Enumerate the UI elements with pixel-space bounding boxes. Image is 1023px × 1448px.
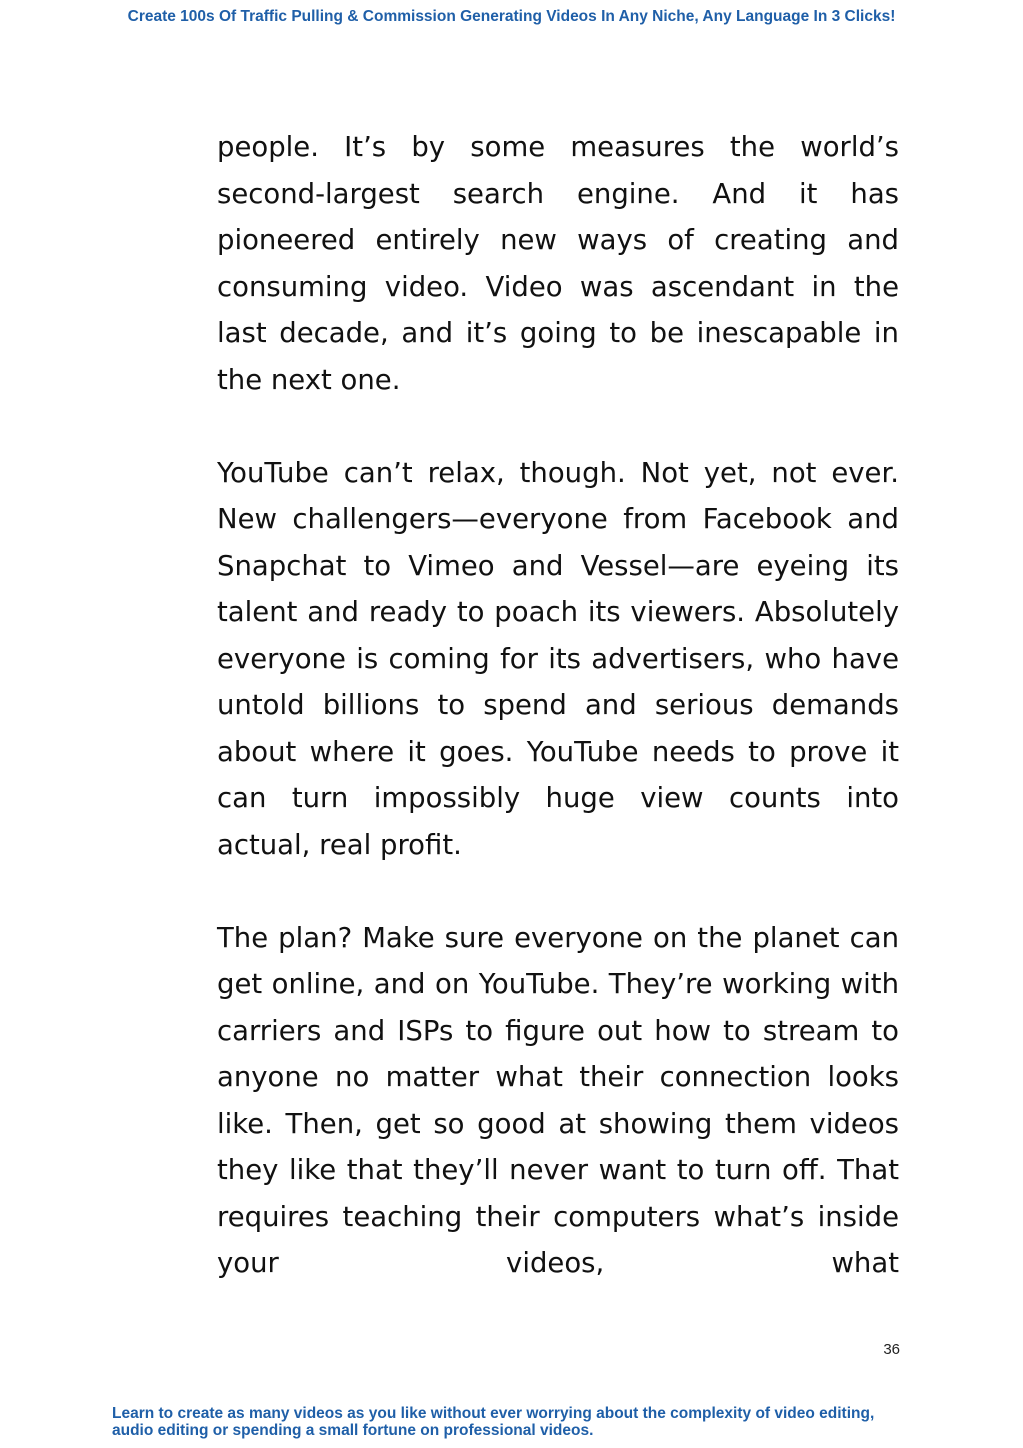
page-number: 36 xyxy=(883,1341,900,1358)
body-paragraph-2: YouTube can’t relax, though. Not yet, not ever. New challengers—everyone from Facebook and Snapchat to Vimeo and Vessel—are eyeing its talent and ready to poach its viewers. Absolutely everyone is coming for its advertisers, who have untold billions to spend and serious demands about where it goes. YouTube needs to prove it can turn impossibly huge view counts into actual, real profit. xyxy=(217,456,899,861)
page-body xyxy=(217,124,899,1287)
body-paragraph-3: The plan? Make sure everyone on the planet can get online, and on YouTube. They’re working with carriers and ISPs to figure out how to stream to anyone no matter what their connection looks like. Then, get so good at showing them videos they like that they’ll never want to turn off. That requires teaching their computers what’s inside your videos, what xyxy=(217,921,899,1279)
footer-line-2: audio editing or spending a small fortune on professional videos. xyxy=(112,1422,594,1439)
footer-banner xyxy=(112,1405,992,1439)
header-banner: Create 100s Of Traffic Pulling & Commission Generating Videos In Any Niche, Any Language In 3 Clicks! xyxy=(127,8,896,25)
body-paragraph-1: people. It’s by some measures the world’s second-largest search engine. And it has pioneered entirely new ways of creating and consuming video. Video was ascendant in the last decade, and it’s going to be inescapable in the next one. xyxy=(217,131,899,396)
footer-line-1: Learn to create as many videos as you like without ever worrying about the complexity of video editing, xyxy=(112,1405,875,1422)
